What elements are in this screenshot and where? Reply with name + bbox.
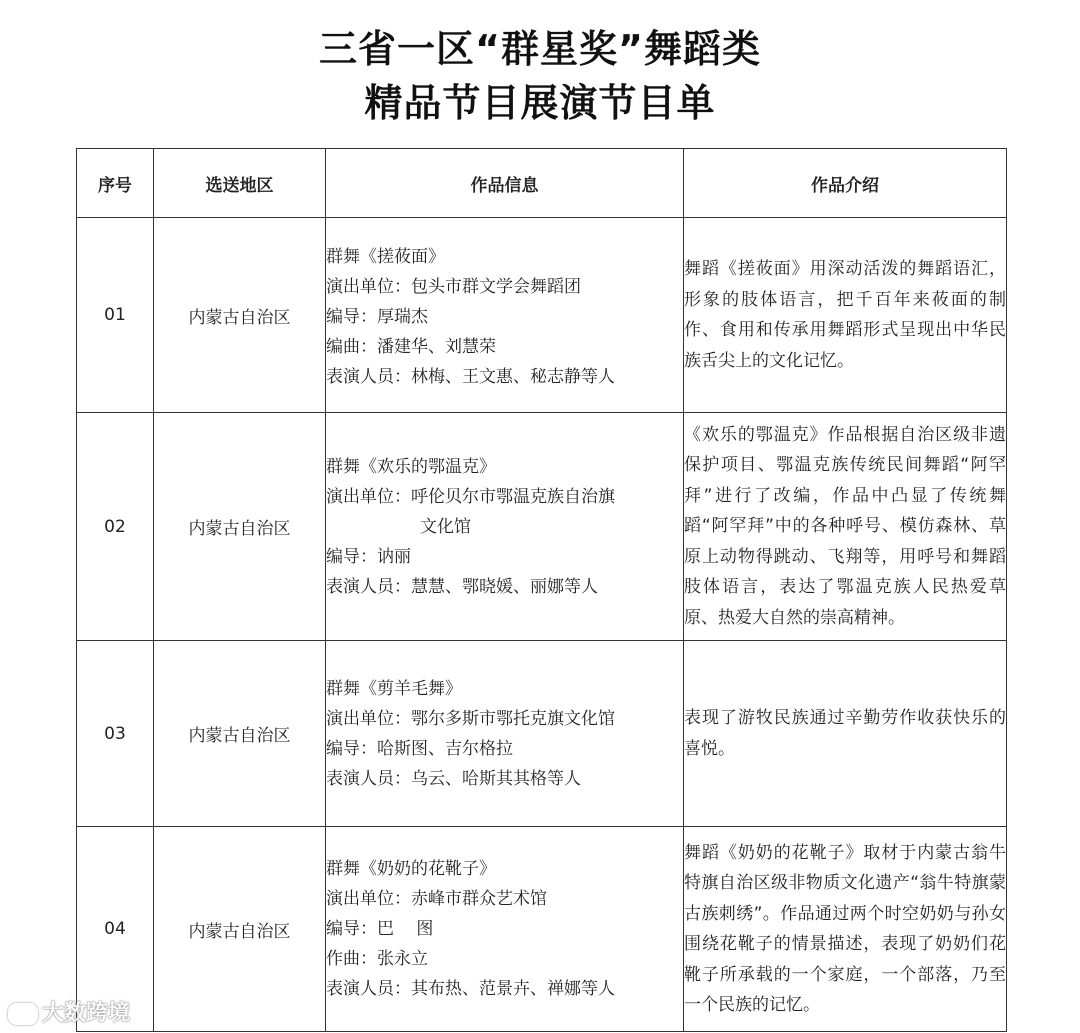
table-header-row xyxy=(77,149,1007,218)
row-no: 04 xyxy=(77,827,154,1032)
intro-text: 《欢乐的鄂温克》作品根据自治区级非遗保护项目、鄂温克族传统民间舞蹈“阿罕拜”进行了改编，作品中凸显了传统舞蹈“阿罕拜”中的各种呼号、模仿森林、草原上动物得跳动、飞翔等，用呼号和舞蹈肢体语言，表达了鄂温克族人民热爱草原、热爱大自然的崇高精神。 xyxy=(684,424,1006,628)
info-line: 文化馆 xyxy=(420,516,471,537)
header-region: 选送地区 xyxy=(154,149,326,218)
row-region: 内蒙古自治区 xyxy=(154,641,326,827)
watermark-logo-icon xyxy=(8,1003,38,1025)
row-region: 内蒙古自治区 xyxy=(154,827,326,1032)
info-line: 群舞《剪羊毛舞》 xyxy=(326,678,462,699)
info-line: 演出单位：赤峰市群众艺术馆 xyxy=(326,889,547,909)
table-row xyxy=(77,413,1007,641)
watermark xyxy=(8,996,130,1027)
header-info: 作品信息 xyxy=(326,149,684,218)
row-no: 02 xyxy=(77,413,154,641)
info-line: 群舞《奶奶的花靴子》 xyxy=(326,859,496,879)
row-intro xyxy=(684,218,1007,413)
info-line: 表演人员：林梅、王文惠、秘志静等人 xyxy=(326,367,615,387)
row-info xyxy=(326,413,684,641)
info-line: 编曲：潘建华、刘慧荣 xyxy=(326,337,496,357)
row-intro xyxy=(684,413,1007,641)
table-row xyxy=(77,827,1007,1032)
header-no: 序号 xyxy=(77,149,154,218)
info-line: 编导：讷丽 xyxy=(326,546,411,567)
table-row xyxy=(77,641,1007,827)
title-line-2: 精品节目展演节目单 xyxy=(364,81,716,125)
info-line: 群舞《欢乐的鄂温克》 xyxy=(326,456,496,477)
info-line: 编导：哈斯图、吉尔格拉 xyxy=(326,738,513,759)
info-line: 表演人员：其布热、范景卉、禅娜等人 xyxy=(326,979,615,999)
info-line: 演出单位：呼伦贝尔市鄂温克族自治旗 xyxy=(326,486,615,507)
row-intro xyxy=(684,641,1007,827)
table-row xyxy=(77,218,1007,413)
program-table xyxy=(76,148,1007,1032)
row-info xyxy=(326,641,684,827)
row-info xyxy=(326,218,684,413)
info-line: 作曲：张永立 xyxy=(326,949,428,969)
header-intro: 作品介绍 xyxy=(684,149,1007,218)
info-line: 编导：厚瑞杰 xyxy=(326,307,428,327)
info-line: 表演人员：慧慧、鄂晓媛、丽娜等人 xyxy=(326,576,598,597)
row-no: 03 xyxy=(77,641,154,827)
info-line: 群舞《搓莜面》 xyxy=(326,247,445,267)
intro-text: 表现了游牧民族通过辛勤劳作收获快乐的喜悦。 xyxy=(684,708,1006,759)
row-region: 内蒙古自治区 xyxy=(154,413,326,641)
row-info xyxy=(326,827,684,1032)
info-line: 编导：巴 图 xyxy=(326,919,434,939)
row-region: 内蒙古自治区 xyxy=(154,218,326,413)
intro-text: 舞蹈《搓莜面》用深动活泼的舞蹈语汇，形象的肢体语言，把千百年来莜面的制作、食用和传承用舞蹈形式呈现出中华民族舌尖上的文化记忆。 xyxy=(684,259,1006,371)
title-line-1: 三省一区“群星奖”舞蹈类 xyxy=(319,27,761,71)
info-line: 表演人员：乌云、哈斯其其格等人 xyxy=(326,768,581,789)
info-line: 演出单位：包头市群文学会舞蹈团 xyxy=(326,277,581,297)
info-line: 演出单位：鄂尔多斯市鄂托克旗文化馆 xyxy=(326,708,615,729)
intro-text: 舞蹈《奶奶的花靴子》取材于内蒙古翁牛特旗自治区级非物质文化遗产“翁牛特旗蒙古族刺绣”。作品通过两个时空奶奶与孙女围绕花靴子的情景描述，表现了奶奶们花靴子所承载的一个家庭，一个部落，乃至一个民族的记忆。 xyxy=(684,842,1006,1015)
row-intro xyxy=(684,827,1007,1032)
watermark-text: 大数跨境 xyxy=(42,1001,131,1026)
row-no: 01 xyxy=(77,218,154,413)
